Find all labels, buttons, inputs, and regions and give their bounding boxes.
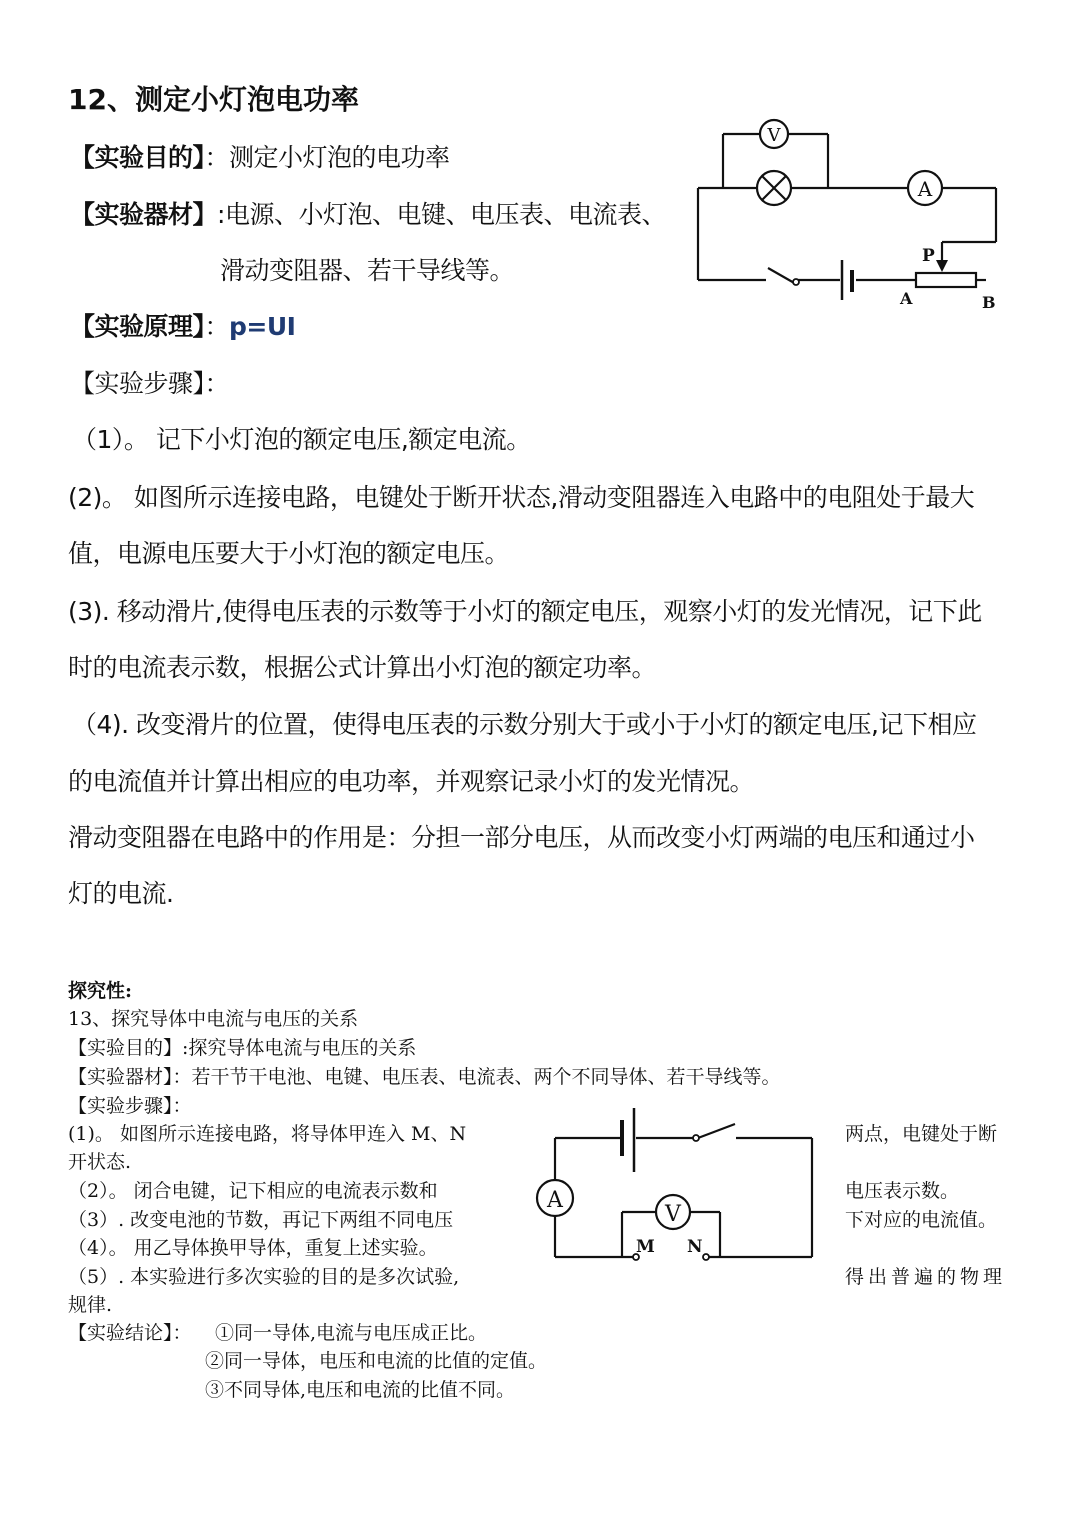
materials-text: :电源、小灯泡、电键、电压表、电流表、 <box>217 200 666 229</box>
section13-step2-left: （2）。 闭合电键，记下相应的电流表示数和 <box>68 1180 438 1202</box>
section13-conclusion3: ③不同导体,电压和电流的比值不同。 <box>205 1379 516 1401</box>
section13-title: 13、探究导体中电流与电压的关系 <box>68 1008 359 1030</box>
slider-label: P <box>922 246 935 266</box>
step4-line2: 的电流值并计算出相应的电功率，并观察记录小灯的发光情况。 <box>68 767 755 796</box>
section13-step3-left: （3）. 改变电池的节数，再记下两组不同电压 <box>68 1209 454 1231</box>
point-m-label: M <box>636 1237 655 1257</box>
point-n-label: N <box>687 1237 703 1257</box>
slider-arrow <box>936 260 948 272</box>
section13-step5-cont: 规律. <box>68 1294 113 1316</box>
step2-line2: 值，电源电压要大于小灯泡的额定电压。 <box>68 539 510 568</box>
switch-contact-2 <box>693 1135 699 1141</box>
section13-conclusion-label: 【实验结论】： <box>68 1322 192 1344</box>
section13-step1-right: 两点，电键处于断 <box>845 1123 998 1145</box>
voltmeter-label-2: V <box>665 1202 681 1227</box>
ammeter-label-2: A <box>547 1188 563 1213</box>
circuit-diagram-conductor <box>530 1100 830 1270</box>
section13-purpose: 【实验目的】:探究导体电流与电压的关系 <box>68 1037 417 1059</box>
circuit-diagram-lamp <box>680 110 1020 320</box>
principle-sep: ： <box>204 312 230 341</box>
end-a-label: A <box>900 289 913 308</box>
section13-step1-cont: 开状态. <box>68 1151 132 1173</box>
section13-step1-left: (1)。 如图所示连接电路，将导体甲连入 M、N <box>68 1123 467 1145</box>
step4-line1: （4). 改变滑片的位置，使得电压表的示数分别大于或小于小灯的额定电压,记下相应 <box>72 710 977 739</box>
section13-materials: 【实验器材】：若干节干电池、电键、电压表、电流表、两个不同导体、若干导线等。 <box>68 1066 781 1088</box>
section13-category: 探究性: <box>68 980 133 1002</box>
section13-step2-right: 电压表示数。 <box>845 1180 960 1202</box>
rheostat-line1: 滑动变阻器在电路中的作用是：分担一部分电压，从而改变小灯两端的电压和通过小 <box>68 823 975 852</box>
materials-row <box>70 195 666 231</box>
purpose-text: ：测定小灯泡的电功率 <box>204 143 450 172</box>
step2-line1: (2)。 如图所示连接电路，电键处于断开状态,滑动变阻器连入电路中的电阻处于最大 <box>68 483 975 512</box>
ammeter-label: A <box>917 177 933 201</box>
end-b-label: B <box>982 293 996 312</box>
terminal-n <box>703 1254 709 1260</box>
section13-steps-label: 【实验步骤】： <box>68 1095 192 1117</box>
section13-step3-right: 下对应的电流值。 <box>845 1209 998 1231</box>
step1: （1）。 记下小灯泡的额定电压,额定电流。 <box>72 425 531 454</box>
materials-label: 【实验器材】 <box>70 200 218 229</box>
principle-formula: p=UI <box>229 312 296 341</box>
principle-row <box>70 307 295 343</box>
section13-step5-right: 得出普遍的物理 <box>845 1266 1007 1288</box>
purpose-label: 【实验目的】 <box>70 143 205 172</box>
section13-step4: （4）。 用乙导体换甲导体，重复上述实验。 <box>68 1237 438 1259</box>
step3-line2: 时的电流表示数，根据公式计算出小灯泡的额定功率。 <box>68 653 657 682</box>
principle-label: 【实验原理】 <box>70 312 205 341</box>
switch-contact <box>793 279 799 285</box>
steps-label: 【实验步骤】： <box>70 369 230 398</box>
section13-conclusion1: ①同一导体,电流与电压成正比。 <box>215 1322 488 1344</box>
voltmeter-label: V <box>767 125 781 146</box>
rheostat-line2: 灯的电流. <box>68 879 174 908</box>
purpose-row <box>70 138 450 174</box>
section13-step5-left: （5）. 本实验进行多次实验的目的是多次试验, <box>68 1266 460 1288</box>
section13-conclusion2: ②同一导体，电压和电流的比值的定值。 <box>205 1350 548 1372</box>
step3-line1: (3). 移动滑片,使得电压表的示数等于小灯的额定电压，观察小灯的发光情况，记下此 <box>68 597 982 626</box>
section12-title: 12、测定小灯泡电功率 <box>68 83 359 116</box>
materials-line2: 滑动变阻器、若干导线等。 <box>220 256 515 285</box>
